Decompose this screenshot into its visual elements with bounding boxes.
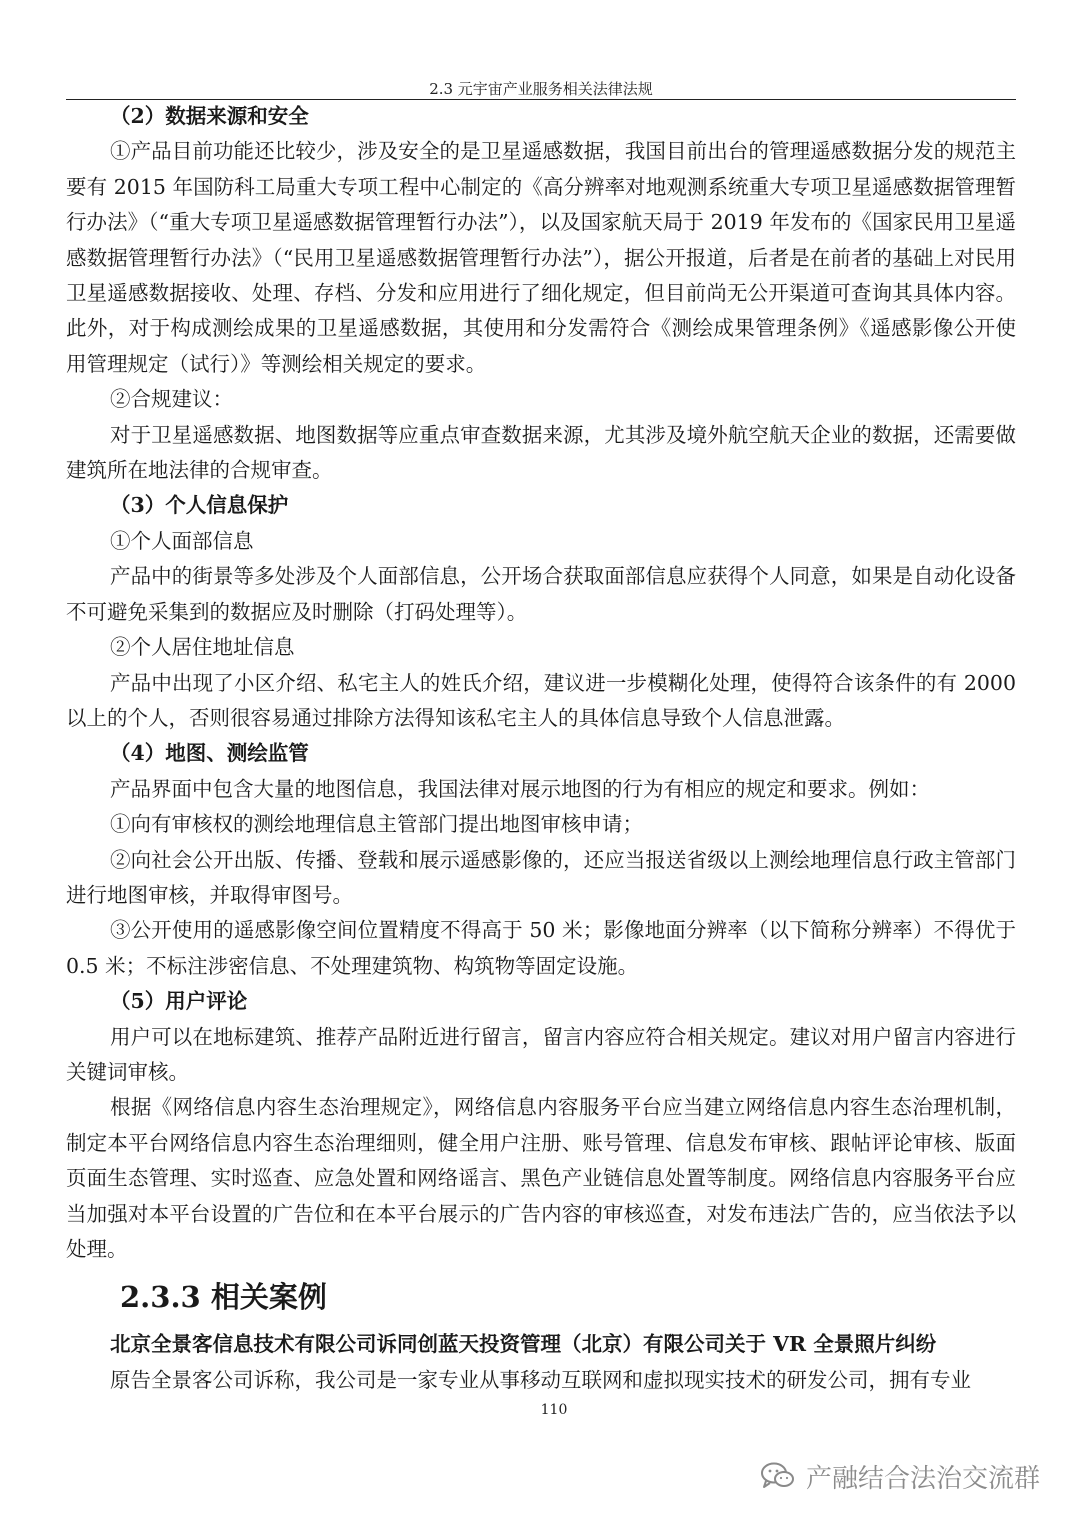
wechat-icon [760,1461,796,1491]
paragraph: 原告全景客公司诉称，我公司是一家专业从事移动互联网和虚拟现实技术的研发公司，拥有专业 [110,1367,971,1392]
watermark-text: 产融结合法治交流群 [806,1463,1041,1494]
paragraph: ①产品目前功能还比较少，涉及安全的是卫星遥感数据，我国目前出台的管理遥感数据分发的规范主要有 2015 年国防科工局重大专项工程中心制定的《高分辨率对地观测系统重大专项卫星遥感数据管理暂行办法》（“重大专项卫星遥感数据管理暂行办法”），以及国家航天局于 2019 年发布的《国家民用卫星遥感数据管理暂行办法》（“民用卫星遥感数据管理暂行办法”），据公开报道，后者是在前者的基础上对民用卫星遥感数据接收、处理、存档、分发和应用进行了细化规定，但目前尚无公开渠道可查询其具体内容。此外，对于构成测绘成果的卫星遥感数据，其使用和分发需符合《测绘成果管理条例》《遥感影像公开使用管理规定（试行）》等测绘相关规定的要求。 [66,139,1016,376]
page-number: 110 [540,1402,568,1418]
paragraph: 对于卫星遥感数据、地图数据等应重点审查数据来源，尤其涉及境外航空航天企业的数据，还需要做建筑所在地法律的合规审查。 [66,422,1016,483]
case-title: 北京全景客信息技术有限公司诉同创蓝天投资管理（北京）有限公司关于 VR 全景照片纠纷 [110,1332,937,1357]
section-heading: （3）个人信息保护 [110,493,289,518]
paragraph: ①向有审核权的测绘地理信息主管部门提出地图审核申请； [110,812,643,837]
paragraph: ①个人面部信息 [110,528,254,553]
running-header: 2.3 元宇宙产业服务相关法律法规 [429,80,653,98]
paragraph: 产品界面中包含大量的地图信息，我国法律对展示地图的行为有相应的规定和要求。例如： [110,776,930,801]
paragraph: 产品中出现了小区介绍、私宅主人的姓氏介绍，建议进一步模糊化处理，使得符合该条件的有 2000 以上的个人，否则很容易通过排除方法得知该私宅主人的具体信息导致个人信息泄露。 [66,670,1016,730]
section-heading: （2）数据来源和安全 [110,104,309,128]
paragraph: ③公开使用的遥感影像空间位置精度不得高于 50 米；影像地面分辨率（以下简称分辨率）不得优于 0.5 米；不标注涉密信息、不处理建筑物、构筑物等固定设施。 [66,918,1016,978]
section-heading: （5）用户评论 [110,989,248,1014]
paragraph: 用户可以在地标建筑、推荐产品附近进行留言，留言内容应符合相关规定。建议对用户留言内容进行关键词审核。 [66,1024,1016,1084]
paragraph: ②合规建议： [110,387,233,412]
document-body [66,99,1016,1398]
paragraph: 根据《网络信息内容生态治理规定》，网络信息内容服务平台应当建立网络信息内容生态治理机制，制定本平台网络信息内容生态治理细则，健全用户注册、账号管理、信息发布审核、跟帖评论审核、版面页面生态管理、实时巡查、应急处置和网络谣言、黑色产业链信息处置等制度。网络信息内容服务平台应当加强对本平台设置的广告位和在本平台展示的广告内容的审核巡查，对发布违法广告的，应当依法予以处理。 [66,1095,1016,1261]
section-heading: （4）地图、测绘监管 [110,741,309,766]
paragraph: ②向社会公开出版、传播、登载和展示遥感影像的，还应当报送省级以上测绘地理信息行政主管部门进行地图审核，并取得审图号。 [66,847,1016,907]
paragraph: 产品中的街景等多处涉及个人面部信息，公开场合获取面部信息应获得个人同意，如果是自动化设备不可避免采集到的数据应及时删除（打码处理等）。 [66,564,1016,624]
watermark [760,1456,1040,1496]
paragraph: ②个人居住地址信息 [110,635,295,660]
subsection-heading: 2.3.3 相关案例 [120,1280,327,1315]
